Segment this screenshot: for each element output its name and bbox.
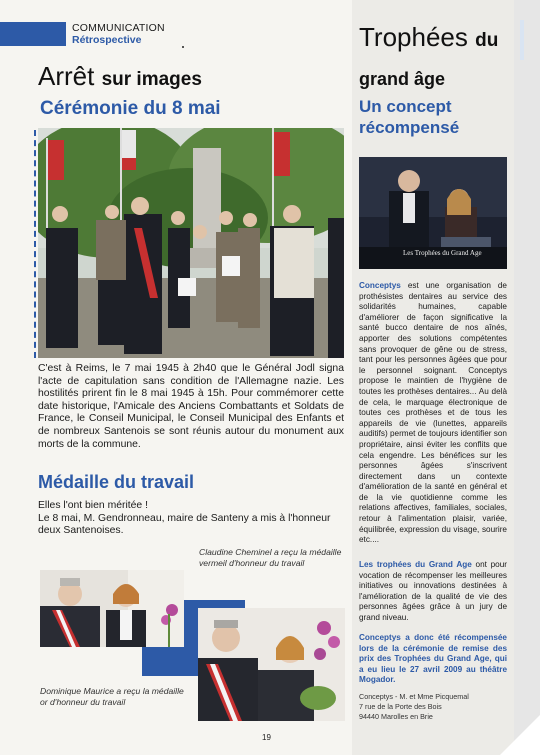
contact-city: 94440 Marolles en Brie xyxy=(359,712,433,722)
medal-photo-2-art xyxy=(198,608,345,721)
contact-name: Conceptys - M. et Mme Picquemal xyxy=(359,692,469,701)
trophees-body: ont pour vocation de récompenser les meilleures initiatives ou innovations destinées à l'amélioration de la qualité de vie des personnes âgées grâce à un jury de grand niveau. xyxy=(359,560,508,622)
right-title-line2: grand âge xyxy=(359,69,446,89)
heading-ceremonie: Cérémonie du 8 mai xyxy=(40,98,221,119)
contact-block xyxy=(359,692,507,723)
right-subtitle: Un concept récompensé xyxy=(359,97,460,137)
medaille-line-1: Elles l'ont bien méritée ! xyxy=(38,500,148,511)
page-number: 19 xyxy=(262,733,271,742)
right-title-main: Trophées xyxy=(359,22,468,52)
medal-photo-1 xyxy=(40,570,184,647)
section-header xyxy=(72,22,212,47)
caption-cheminel: Claudine Cheminel a reçu la médaille vermeil d'honneur du travail xyxy=(199,547,342,568)
caption-maurice: Dominique Maurice a reçu la médaille or d'honneur du travail xyxy=(40,686,184,707)
conceptys-paragraph xyxy=(359,281,507,546)
next-page-edge xyxy=(514,0,540,755)
page-curl xyxy=(490,705,540,755)
heading-medaille: Médaille du travail xyxy=(38,472,195,492)
dashed-rule xyxy=(34,130,36,358)
ceremonie-paragraph: C'est à Reims, le 7 mai 1945 à 2h40 que le Général Jodl signa l'acte de capitulation sans condition de l'Allemagne nazie. Les hostilités prirent fin le 8 mai 1945 à 15h. Pour commémorer cette date historique, l'Amicale des Anciens Combattants et Soldats de France, le Conseil Municipal, le Conseil Municipal des Enfants et de nombreux Santenois se sont réunis autour du monument aux morts de la commune. xyxy=(38,363,344,450)
trophees-lead: Les trophées du Grand Age xyxy=(359,560,472,569)
subsection-label: Rétrospective xyxy=(72,34,142,46)
contact-street: 7 rue de la Porte des Bois xyxy=(359,702,442,712)
header-accent-bar xyxy=(0,22,66,46)
trophees-paragraph xyxy=(359,560,507,624)
next-page-edge-mark xyxy=(520,20,524,60)
header-dot xyxy=(182,46,184,48)
conceptys-lead: Conceptys xyxy=(359,281,401,290)
medaille-line-2: Le 8 mai, M. Gendronneau, maire de Santeny a mis à l'honneur deux Santenoises. xyxy=(38,512,331,537)
page-title-sub: sur images xyxy=(101,69,202,90)
page-title-main: Arrêt xyxy=(38,61,95,91)
right-title-du: du xyxy=(475,30,499,51)
medal-photo-1-art xyxy=(40,570,184,647)
conceptys-body: est une organisation de prothésistes dentaires au service des solidarités humaines, capable d'améliorer de façon significative la santé bucco dentaire de nos aînés, apporter des solutions compétentes sans provoquer de gêne ou de stress, tant pour les personnes âgées que pour le personnel soignant. Conceptys propose le maintien de l'hygiène de toutes les prothèses dentaires... Au delà de cela, le marquage électronique de toutes ces prothèses et de tous les appareils de vie (lunettes, appareils auditifs) permet de toujours identifier son propriétaire, ainsi éviter les conflits que cela engendre. Les bénéfices sur les personnes âgées s'inscrivent directement dans un contexte d'amélioration de la santé en général et de la vie quotidienne comme les relations affectives, familiales, sociales, retour à l'alimentation plaisir, variée, équilibrée, expression du visage, sourire etc.... xyxy=(359,281,507,545)
page-title xyxy=(38,60,202,96)
award-text: Conceptys a donc été récompensée lors de la cérémonie de remise des prix des Trophées du Grand Age, qui a eu lieu le 27 avril 2009 au théâtre Mogador. xyxy=(359,633,507,685)
award-paragraph xyxy=(359,633,507,686)
section-label: COMMUNICATION xyxy=(72,22,165,34)
medaille-paragraph xyxy=(38,500,344,538)
trophy-photo-caption: Les Trophées du Grand Age xyxy=(403,249,482,257)
ceremony-photo-art xyxy=(38,128,344,358)
medal-photo-2 xyxy=(198,608,345,721)
right-title xyxy=(359,22,498,56)
trophy-photo xyxy=(359,157,507,269)
ceremony-photo xyxy=(38,128,344,358)
